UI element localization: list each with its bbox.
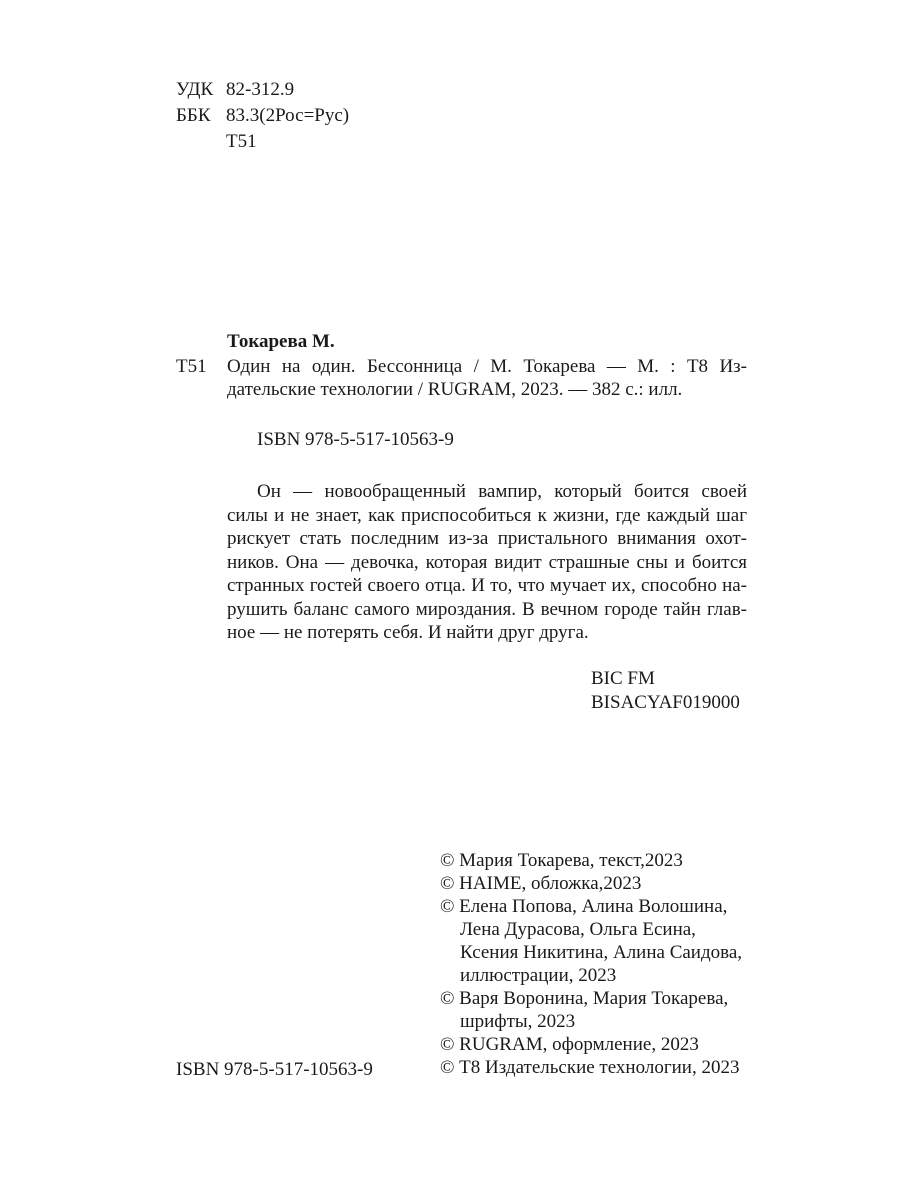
bisac-code: BISACYAF019000: [591, 692, 740, 713]
bbk-value: 83.3(2Рос=Рус): [226, 105, 350, 126]
annotation: [227, 480, 747, 645]
bbk-row: [176, 104, 349, 127]
udk-row: [176, 78, 294, 101]
annotation-line-3: рискует стать последним из-за пристального внимания охот-: [227, 528, 747, 549]
copyright-line: © Мария Токарева, текст,2023: [440, 850, 683, 871]
bic-code: BIC FM: [591, 668, 655, 689]
footer-isbn: ISBN 978-5-517-10563-9: [176, 1059, 373, 1080]
subject-codes: [591, 667, 740, 715]
bbk-label: ББК: [176, 105, 211, 126]
copyright-line: Ксения Никитина, Алина Саидова,: [460, 942, 743, 963]
copyright-line: © HAIME, обложка,2023: [440, 873, 642, 894]
annotation-line-1: Он — новообращенный вампир, который боится своей: [257, 481, 747, 502]
record-code: Т51: [176, 356, 207, 377]
record-line-1: Один на один. Бессонница / М. Токарева — М. : Т8 Из-: [227, 356, 747, 377]
copyright-line: © Варя Воронина, Мария Токарева,: [440, 988, 729, 1009]
author-mark: Т51: [226, 131, 257, 152]
record-description: [227, 355, 747, 401]
record-author: Токарева М.: [227, 331, 335, 352]
udk-label: УДК: [176, 79, 214, 100]
annotation-line-5: странных гостей своего отца. И то, что мучает их, способно на-: [227, 575, 747, 596]
record-line-2: дательские технологии / RUGRAM, 2023. — 382 с.: илл.: [227, 379, 683, 400]
udk-value: 82-312.9: [226, 79, 295, 100]
record-isbn: ISBN 978-5-517-10563-9: [257, 429, 454, 450]
author-mark-row: [176, 130, 257, 153]
copyright-line: © Елена Попова, Алина Волошина,: [440, 896, 728, 917]
copyright-line: иллюстрации, 2023: [460, 965, 617, 986]
copyright-line: © RUGRAM, оформление, 2023: [440, 1034, 699, 1055]
copyright-block: [440, 849, 760, 1079]
copyright-line: © Т8 Издательские технологии, 2023: [440, 1057, 740, 1078]
copyright-line: шрифты, 2023: [460, 1011, 576, 1032]
annotation-line-4: ников. Она — девочка, которая видит страшные сны и боится: [227, 551, 747, 573]
annotation-line-7: ное — не потерять себя. И найти друг друга.: [227, 622, 589, 643]
annotation-line-6: рушить баланс самого мироздания. В вечном городе тайн глав-: [227, 598, 747, 620]
copyright-line: Лена Дурасова, Ольга Есина,: [460, 919, 696, 940]
annotation-line-2: силы и не знает, как приспособиться к жизни, где каждый шаг: [227, 504, 747, 526]
